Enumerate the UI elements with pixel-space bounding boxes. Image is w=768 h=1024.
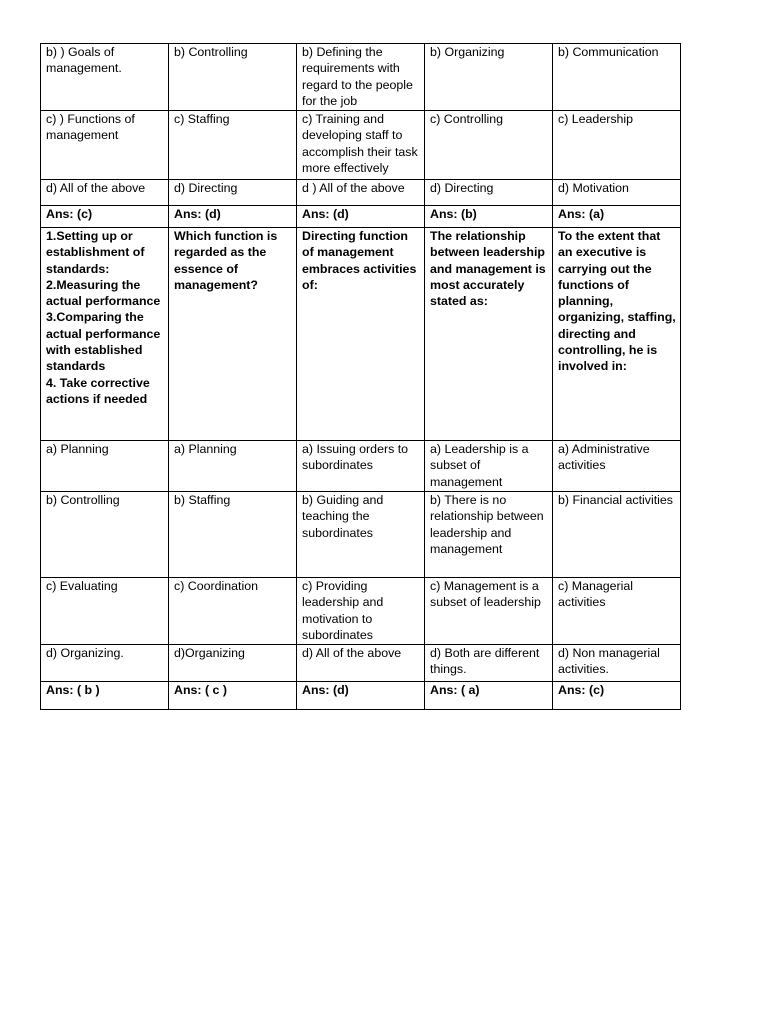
answer-cell: Ans: (b)	[425, 206, 553, 228]
table-cell: b) Guiding and teaching the subordinates	[297, 492, 425, 578]
table-cell: c) Training and developing staff to accomplish their task more effectively	[297, 111, 425, 180]
answer-cell: Ans: (c)	[553, 682, 681, 710]
table-cell: d) Both are different things.	[425, 645, 553, 682]
answer-cell: Ans: ( a)	[425, 682, 553, 710]
answer-cell: Ans: (c)	[41, 206, 169, 228]
table-cell: a) Planning	[41, 441, 169, 492]
table-row	[41, 645, 681, 682]
question-cell: Which function is regarded as the essence of management?	[169, 228, 297, 441]
table-cell: c) Management is a subset of leadership	[425, 578, 553, 645]
answer-cell: Ans: ( c )	[169, 682, 297, 710]
table-cell: b) Controlling	[169, 44, 297, 111]
answer-cell: Ans: (a)	[553, 206, 681, 228]
answer-cell: Ans: (d)	[169, 206, 297, 228]
table-cell: c) Providing leadership and motivation to subordinates	[297, 578, 425, 645]
table-cell: c) ) Functions of management	[41, 111, 169, 180]
table-cell: a) Leadership is a subset of management	[425, 441, 553, 492]
answer-cell: Ans: (d)	[297, 682, 425, 710]
answer-cell: Ans: (d)	[297, 206, 425, 228]
table-row	[41, 111, 681, 180]
table-cell: c) Staffing	[169, 111, 297, 180]
answer-row	[41, 206, 681, 228]
table-row	[41, 578, 681, 645]
question-cell: Directing function of management embraces activities of:	[297, 228, 425, 441]
table-row	[41, 180, 681, 206]
table-cell: d) All of the above	[41, 180, 169, 206]
table-cell: b) ) Goals of management.	[41, 44, 169, 111]
answer-cell: Ans: ( b )	[41, 682, 169, 710]
table-cell: d) Organizing.	[41, 645, 169, 682]
table-cell: b) Organizing	[425, 44, 553, 111]
question-cell: To the extent that an executive is carrying out the functions of planning, organizing, staffing, directing and controlling, he is involved in:	[553, 228, 681, 441]
table-cell: c) Managerial activities	[553, 578, 681, 645]
table-cell: d) All of the above	[297, 645, 425, 682]
table-cell: d)Organizing	[169, 645, 297, 682]
table-cell: b) Financial activities	[553, 492, 681, 578]
question-row	[41, 228, 681, 441]
question-cell: 1.Setting up or establishment of standards: 2.Measuring the actual performance 3.Comparing the actual performance with established standards 4. Take corrective actions if needed	[41, 228, 169, 441]
table-cell: b) Staffing	[169, 492, 297, 578]
table-cell: a) Administrative activities	[553, 441, 681, 492]
answer-row	[41, 682, 681, 710]
table-cell: a) Planning	[169, 441, 297, 492]
table-cell: c) Evaluating	[41, 578, 169, 645]
question-table	[40, 43, 681, 710]
table-row	[41, 492, 681, 578]
table-row	[41, 44, 681, 111]
table-cell: d) Motivation	[553, 180, 681, 206]
table-cell: b) There is no relationship between leadership and management	[425, 492, 553, 578]
table-cell: a) Issuing orders to subordinates	[297, 441, 425, 492]
table-cell: c) Controlling	[425, 111, 553, 180]
table-cell: d) Directing	[169, 180, 297, 206]
table-cell: c) Coordination	[169, 578, 297, 645]
table-cell: b) Defining the requirements with regard to the people for the job	[297, 44, 425, 111]
table-cell: d ) All of the above	[297, 180, 425, 206]
table-cell: c) Leadership	[553, 111, 681, 180]
table-row	[41, 441, 681, 492]
question-cell: The relationship between leadership and management is most accurately stated as:	[425, 228, 553, 441]
table-cell: b) Controlling	[41, 492, 169, 578]
table-cell: d) Non managerial activities.	[553, 645, 681, 682]
table-cell: d) Directing	[425, 180, 553, 206]
table-cell: b) Communication	[553, 44, 681, 111]
